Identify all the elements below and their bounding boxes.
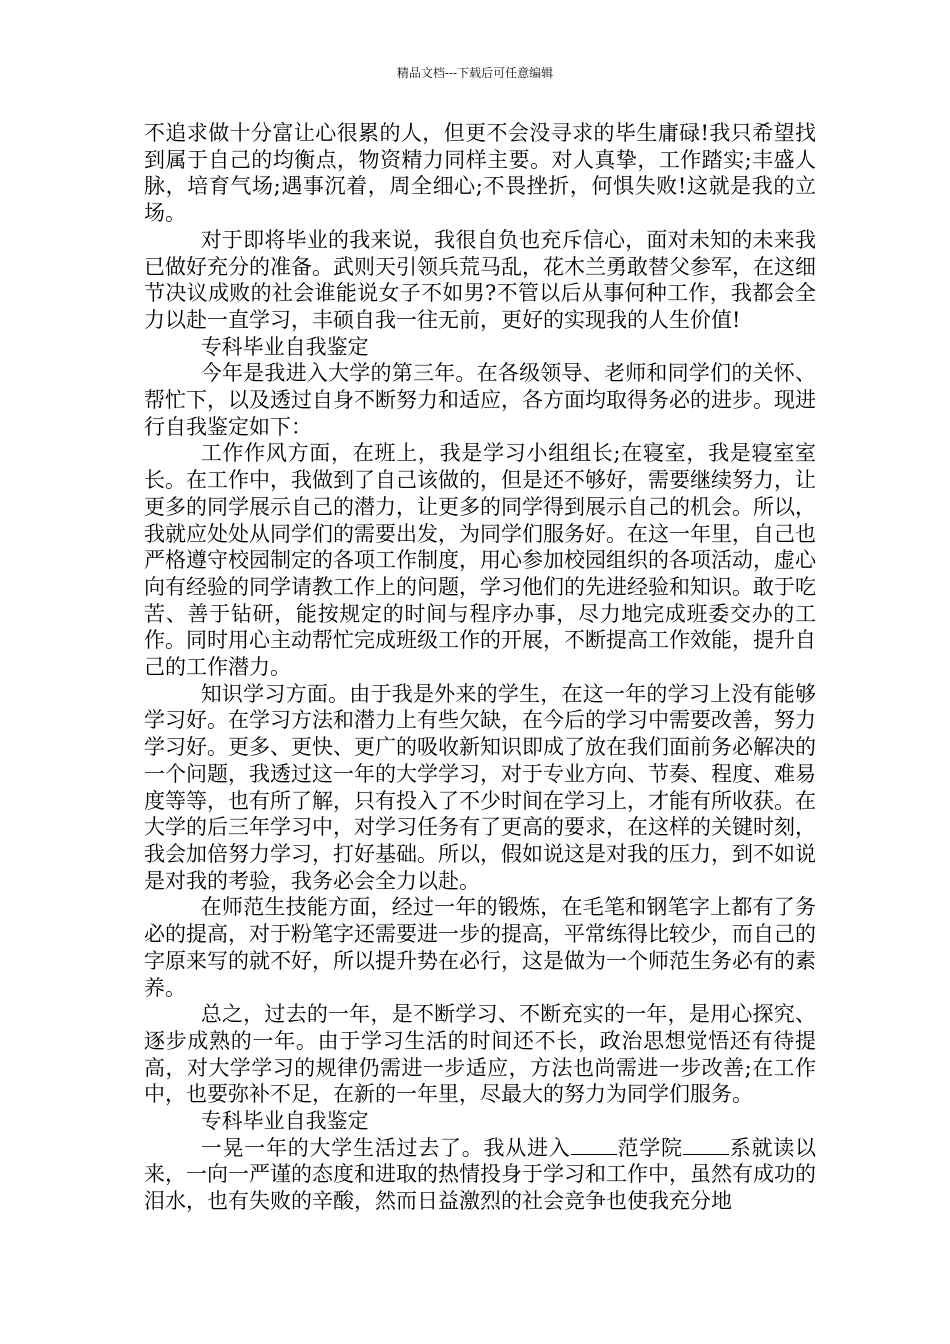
section-heading: 专科毕业自我鉴定 bbox=[200, 334, 369, 359]
paragraph-text: 一晃一年的大学生活过去了。我从进入 bbox=[200, 1135, 571, 1160]
paragraph-text: 系就读以来，一向一严谨的态度和进取的热情投身于学习和工作中，虽然有成功的泪水，也有失败的辛酸，然而日益激烈的社会竞争也使我充分地 bbox=[144, 1135, 817, 1214]
page-header: 精品文档---下载后可任意编辑 bbox=[396, 66, 554, 80]
paragraph: 知识学习方面。由于我是外来的学生，在这一年的学习上没有能够学习好。在学习方法和潜力上有些欠缺，在今后的学习中需要改善，努力学习好。更多、更快、更广的吸收新知识即成了放在我们面前务必解决的一个问题，我透过这一年的大学学习，对于专业方向、节奏、程度、难易度等等，也有所了解，只有投入了不少时间在学习上，才能有所收获。在大学的后三年学习中，对学习任务有了更高的要求，在这样的关键时刻，我会加倍努力学习，打好基础。所以，假如说这是对我的压力，到不如说是对我的考验，我务必会全力以赴。 bbox=[144, 681, 816, 893]
fill-blank bbox=[571, 1135, 617, 1155]
paragraph-text: 范学院 bbox=[616, 1135, 683, 1160]
section-heading: 专科毕业自我鉴定 bbox=[200, 1109, 369, 1134]
paragraph: 总之，过去的一年，是不断学习、不断充实的一年，是用心探究、逐步成熟的一年。由于学习生活的时间还不长，政治思想觉悟还有待提高，对大学学习的规律仍需进一步适应，方法也尚需进一步改善;在工作中，也要弥补不足，在新的一年里，尽最大的努力为同学们服务。 bbox=[144, 1002, 816, 1107]
document-body bbox=[144, 120, 816, 1215]
paragraph: 工作作风方面，在班上，我是学习小组组长;在寝室，我是寝室室长。在工作中，我做到了自己该做的，但是还不够好，需要继续努力，让更多的同学展示自己的潜力，让更多的同学得到展示自己的机会。所以，我就应处处从同学们的需要出发，为同学们服务好。在这一年里，自己也严格遵守校园制定的各项工作制度，用心参加校园组织的各项活动，虚心向有经验的同学请教工作上的问题，学习他们的先进经验和知识。敢于吃苦、善于钻研，能按规定的时间与程序办事，尽力地完成班委交办的工作。同时用心主动帮忙完成班级工作的开展，不断提高工作效能，提升自己的工作潜力。 bbox=[144, 441, 816, 680]
paragraph: 今年是我进入大学的第三年。在各级领导、老师和同学们的关怀、帮忙下，以及透过自身不断努力和适应，各方面均取得务必的进步。现进行自我鉴定如下： bbox=[144, 361, 816, 439]
paragraph bbox=[144, 1135, 816, 1215]
fill-blank bbox=[683, 1135, 729, 1155]
paragraph: 在师范生技能方面，经过一年的锻炼，在毛笔和钢笔字上都有了务必的提高，对于粉笔字还需要进一步的提高，平常练得比较少，而自己的字原来写的就不好，所以提升势在必行，这是做为一个师范生务必有的素养。 bbox=[144, 895, 816, 1000]
paragraph: 对于即将毕业的我来说，我很自负也充斥信心，面对未知的未来我已做好充分的准备。武则天引领兵荒马乱，花木兰勇敢替父参军，在这细节决议成败的社会谁能说女子不如男?不管以后从事何种工作，我都会全力以赴一直学习，丰硕自我一往无前，更好的实现我的人生价值! bbox=[144, 227, 816, 332]
paragraph: 不追求做十分富让心很累的人，但更不会没寻求的毕生庸碌!我只希望找到属于自己的均衡点，物资精力同样主要。对人真挚，工作踏实;丰盛人脉，培育气场;遇事沉着，周全细心;不畏挫折，何惧失败!这就是我的立场。 bbox=[144, 121, 816, 226]
